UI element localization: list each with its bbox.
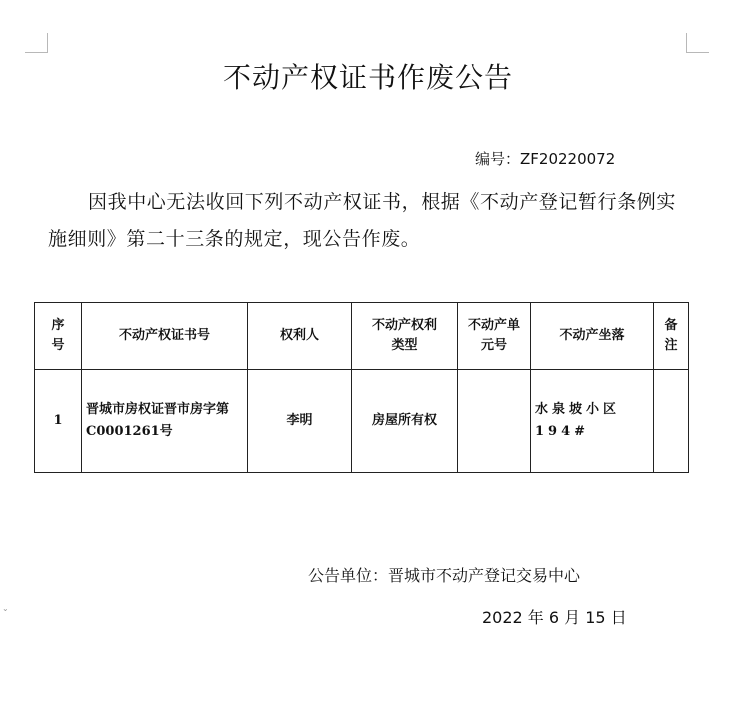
- document-number: 编号：ZF20220072: [475, 150, 616, 168]
- cell-right-type: 房屋所有权: [352, 370, 458, 473]
- header-right-type: 不动产权利类型: [352, 303, 458, 370]
- header-cert-no: 不动产权证书号: [82, 303, 248, 370]
- margin-marker-icon: ⌄: [2, 604, 9, 613]
- page-corner-mark: [686, 52, 709, 53]
- cell-remark: [654, 370, 689, 473]
- notice-body: 因我中心无法收回下列不动产权证书，根据《不动产登记暂行条例实施细则》第二十三条的规定，现公告作废。: [48, 191, 677, 250]
- header-holder: 权利人: [248, 303, 352, 370]
- issuer-line: 公告单位：晋城市不动产登记交易中心: [308, 566, 581, 585]
- cell-holder: 李明: [248, 370, 352, 473]
- header-remark: 备注: [654, 303, 689, 370]
- cell-unit-no: [458, 370, 531, 473]
- header-unit-no: 不动产单元号: [458, 303, 531, 370]
- cell-index: 1: [35, 370, 82, 473]
- certificate-table: [34, 302, 689, 473]
- page-title: 不动产权证书作废公告: [222, 61, 513, 94]
- header-index: 序号: [35, 303, 82, 370]
- table-header-row: [35, 303, 689, 370]
- header-location: 不动产坐落: [531, 303, 654, 370]
- cell-cert-no: 晋城市房权证晋市房字第C0001261号: [82, 370, 248, 473]
- page-corner-mark: [47, 33, 48, 53]
- issue-date: 2022 年 6 月 15 日: [482, 608, 627, 627]
- table-row: [35, 370, 689, 473]
- page-corner-mark: [25, 52, 48, 53]
- cell-location: 水泉坡小区194#: [531, 370, 654, 473]
- page-corner-mark: [686, 33, 687, 53]
